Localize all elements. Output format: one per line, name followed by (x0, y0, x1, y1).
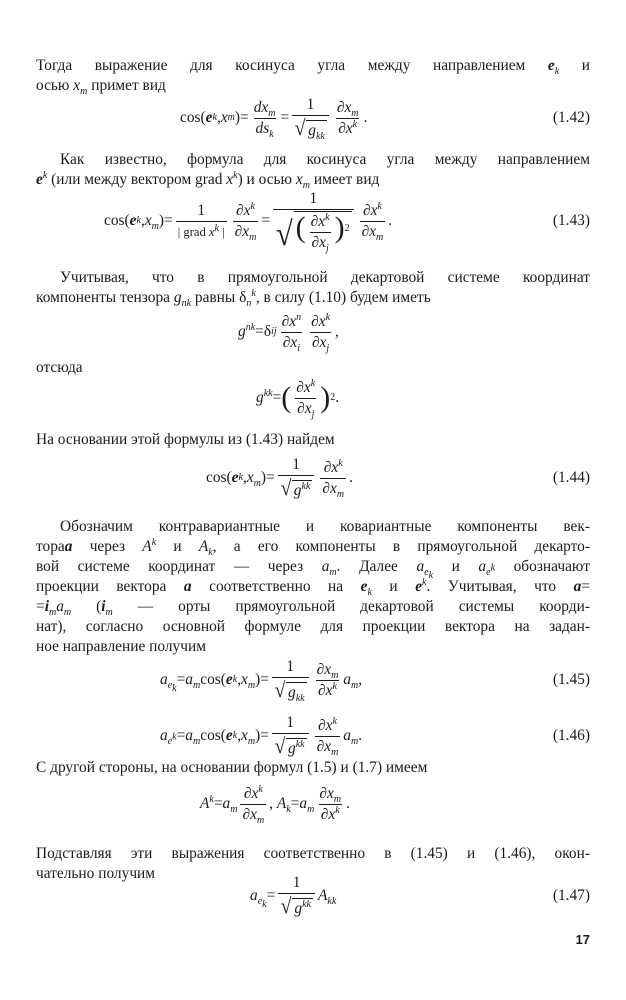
equation-1-45: $a_{e_k}$ = $a_m$ cos( e k , $x_m$ )= 1 √ $g_{kk}$ $\frac{\partial x_m}{\partial x^k}$ $a_m$ , (1.45) (0, 652, 626, 708)
equation-1-46: $a_{e^k}$ = $a_m$ cos( e k , $x_m$ )= 1 √ $g^{kk}$ $\frac{\partial x^k}{\partial x_m}$ $a_m$ . (1.46) (0, 708, 626, 764)
text-line: компоненты тензора $g_{nk}$ равны $\delta_n^k$, в силу (1.10) будем иметь (36, 287, 431, 310)
text-line: Как известно, формула для косинуса угла между направлением (60, 151, 590, 168)
text-line: Подставляя эти выражения соответственно в (1.45) и (1.46), окон- (36, 845, 590, 862)
equation-1-44: cos( e k , $x_m$ )= 1 √ $g^{kk}$ $\frac{\partial x^k}{\partial x_m}$ . (1.44) (0, 450, 626, 506)
equation-gnk: $g^{nk}$ =δ i j $\frac{\partial x^n}{\partial x_i}$ $\frac{\partial x^k}{\partial x_j}$ , (238, 311, 339, 354)
equation-number: (1.46) (552, 727, 590, 744)
equation-number: (1.42) (552, 109, 590, 126)
text-line: осью $x_m$ примет вид (36, 77, 166, 98)
text-line: С другой стороны, на основании формул (1.5) и (1.7) имеем (36, 759, 428, 776)
equation-1-43: cos( e k , $x_m$ )= $\frac{1}{| grad x^k |}$ $\frac{\partial x^k}{\partial x_m}$ = 1 √ ( $\frac{\partial x^k}{\partial x_j}$ )$^2$ $\frac{\partial x^k}{\partial x_m}$ . (1.43) (0, 186, 626, 256)
equation-gkk: $g^{kk}$ = ( $\frac{\partial x^k}{\partial x_j}$ ) 2 . (256, 377, 340, 420)
equation-1-47: $a_{e_k}$ = 1 √ $g^{kk}$ $A_{kk}$ (1.47) (0, 868, 626, 924)
page-number: 17 (575, 932, 590, 947)
text-line: отсюда (36, 359, 83, 376)
text-line: $e^k$ (или между вектором grad $x^k$) и осью $x_m$ имеет вид (36, 169, 380, 192)
equation-number: (1.43) (552, 212, 590, 229)
text-line: нат), согласно основной формуле для проекции вектора на задан- (36, 618, 590, 635)
text-line: ное направление получим (36, 638, 206, 655)
text-line: вой системе координат — через $a_m$. Далее $a_{e_k}$ и $a_{e^k}$ обозначают (36, 558, 590, 582)
text-line: На основании этой формулы из (1.43) найдем (36, 431, 335, 448)
text-line: тораa через $A^k$ и $A_k$, а его компоненты в прямоугольной декарто- (36, 536, 591, 559)
equation-number: (1.45) (552, 671, 590, 688)
text-line: Учитывая, что в прямоугольной декартовой системе координат (60, 269, 590, 286)
text-line: Тогда выражение для косинуса угла между направлением $e_k$ и (36, 57, 590, 78)
text-line: проекции вектора a соответственно на $e_k$ и $e^k$. Учитывая, что a= (36, 576, 590, 599)
text-line: чательно получим (36, 865, 156, 882)
text-line: $=i_ma_m$ ($i_m$ — орты прямоугольной декартовой системы коорди- (36, 598, 590, 619)
equation-number: (1.47) (552, 887, 590, 904)
equation-number: (1.44) (552, 469, 590, 486)
equation-Ak: $A^k$ = $a_m$ $\frac{\partial x^k}{\partial x_m}$ , $A_k$ = $a_m$ $\frac{\partial x_m}{\partial x^k}$ . (200, 783, 350, 826)
equation-1-42: cos( e k , x m )= $\frac{dx_m}{ds_k}$ = 1 √ $g_{kk}$ $\frac{\partial x_m}{\partial x^k}$ . (1.42) (0, 90, 626, 146)
text-line: Обозначим контравариантные и ковариантные компоненты век- (60, 518, 590, 535)
